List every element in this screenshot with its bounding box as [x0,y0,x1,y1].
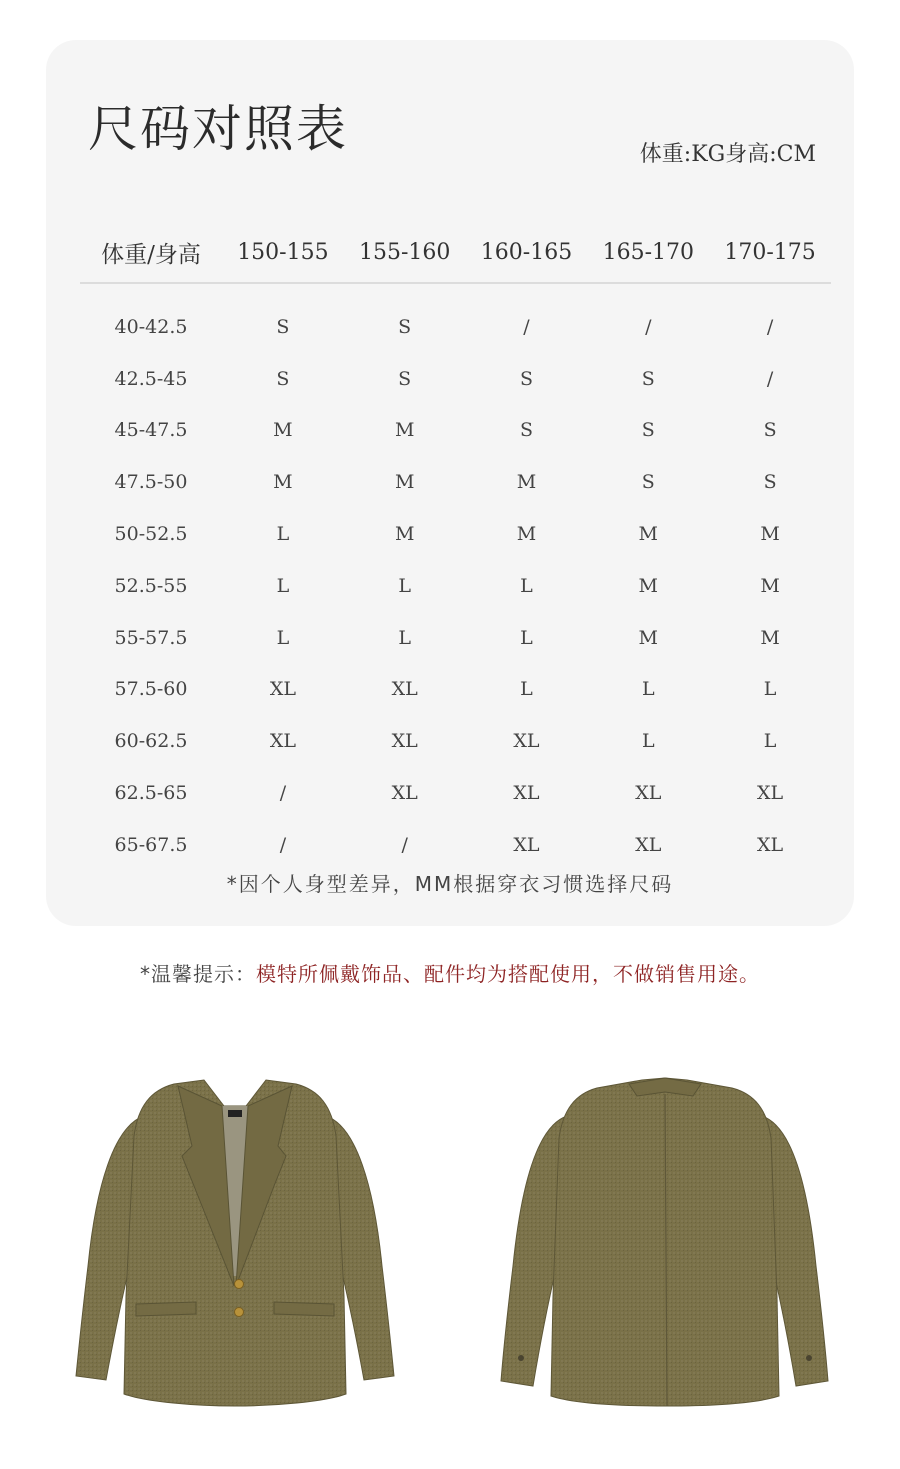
size-cell: L [763,730,777,753]
warm-tip [0,958,900,987]
size-cell: M [516,471,537,494]
weight-range-cell: 42.5-45 [114,367,188,390]
size-cell: XL [391,730,418,753]
size-cell: L [763,678,777,701]
weight-range-cell: 57.5-60 [114,678,188,701]
table-body [80,283,831,871]
height-range-header: 160-165 [466,222,588,283]
table-row [80,456,831,508]
table-row [80,560,831,612]
height-range-header: 155-160 [344,222,466,283]
size-cell: S [641,471,655,494]
size-cell: L [398,574,411,597]
size-cell: M [638,523,659,546]
tip-text: 模特所佩戴饰品、配件均为搭配使用，不做销售用途。 [256,962,760,986]
weight-range-cell: 62.5-65 [114,782,188,805]
weight-range-cell: 52.5-55 [114,574,188,597]
size-cell: XL [635,782,662,805]
size-cell: / [645,315,652,338]
size-cell: XL [269,678,296,701]
table-row [80,819,831,871]
size-cell: / [401,833,408,856]
size-table [80,222,831,871]
size-cell: L [520,574,533,597]
size-cell: S [641,367,655,390]
weight-range-cell: 60-62.5 [114,730,188,753]
size-cell: M [638,626,659,649]
table-row [80,612,831,664]
size-cell: M [760,626,780,649]
fit-footnote: *因个人身型差异，MM根据穿衣习惯选择尺码 [226,872,674,896]
size-cell: M [516,523,537,546]
size-cell: XL [513,833,540,856]
size-cell: M [638,574,659,597]
page-title: 尺码对照表 [88,100,348,158]
size-cell: M [273,471,293,494]
size-cell: L [276,574,290,597]
size-cell: M [760,574,780,597]
corner-label: 体重/身高 [80,222,222,283]
table-row [80,767,831,819]
weight-range-cell: 65-67.5 [114,833,188,856]
size-cell: XL [635,833,662,856]
size-cell: / [766,367,774,390]
size-cell: S [519,419,533,442]
size-cell: / [523,315,530,338]
size-cell: M [394,419,415,442]
size-cell: XL [757,833,784,856]
size-cell: S [398,367,412,390]
table-row [80,353,831,405]
size-cell: S [763,471,777,494]
weight-range-cell: 47.5-50 [114,471,188,494]
size-cell: XL [269,730,296,753]
size-cell: L [276,626,290,649]
size-cell: S [519,367,533,390]
weight-range-cell: 55-57.5 [114,626,188,649]
size-cell: / [279,833,287,856]
size-cell: L [520,626,533,649]
table-header-row [80,222,831,283]
size-cell: L [398,626,411,649]
unit-note: 体重:KG身高:CM [639,142,816,167]
size-cell: XL [513,730,540,753]
size-cell: S [763,419,777,442]
size-cell: S [276,315,290,338]
size-cell: S [398,315,412,338]
size-cell: M [394,523,415,546]
size-cell: L [520,678,533,701]
size-cell: M [760,523,780,546]
weight-range-cell: 40-42.5 [114,315,188,338]
blazer-front-image [74,1076,396,1408]
size-cell: S [276,367,290,390]
size-cell: M [273,419,293,442]
tip-prefix: *温馨提示： [140,962,256,986]
table-row [80,405,831,457]
table-row [80,508,831,560]
height-range-header: 170-175 [709,222,831,283]
height-range-header: 150-155 [222,222,344,283]
weight-range-cell: 50-52.5 [114,523,188,546]
size-cell: XL [391,678,418,701]
size-cell: XL [391,782,418,805]
size-cell: XL [757,782,784,805]
size-cell: L [641,678,655,701]
size-cell: / [279,782,287,805]
size-cell: S [641,419,655,442]
weight-range-cell: 45-47.5 [114,419,188,442]
blazer-back-image [497,1076,832,1408]
size-cell: L [276,523,290,546]
size-cell: XL [513,782,540,805]
size-cell: / [766,315,774,338]
size-cell: L [641,730,655,753]
height-range-header: 165-170 [587,222,709,283]
size-cell: M [394,471,415,494]
table-row [80,715,831,767]
table-row [80,664,831,716]
table-row [80,283,831,353]
